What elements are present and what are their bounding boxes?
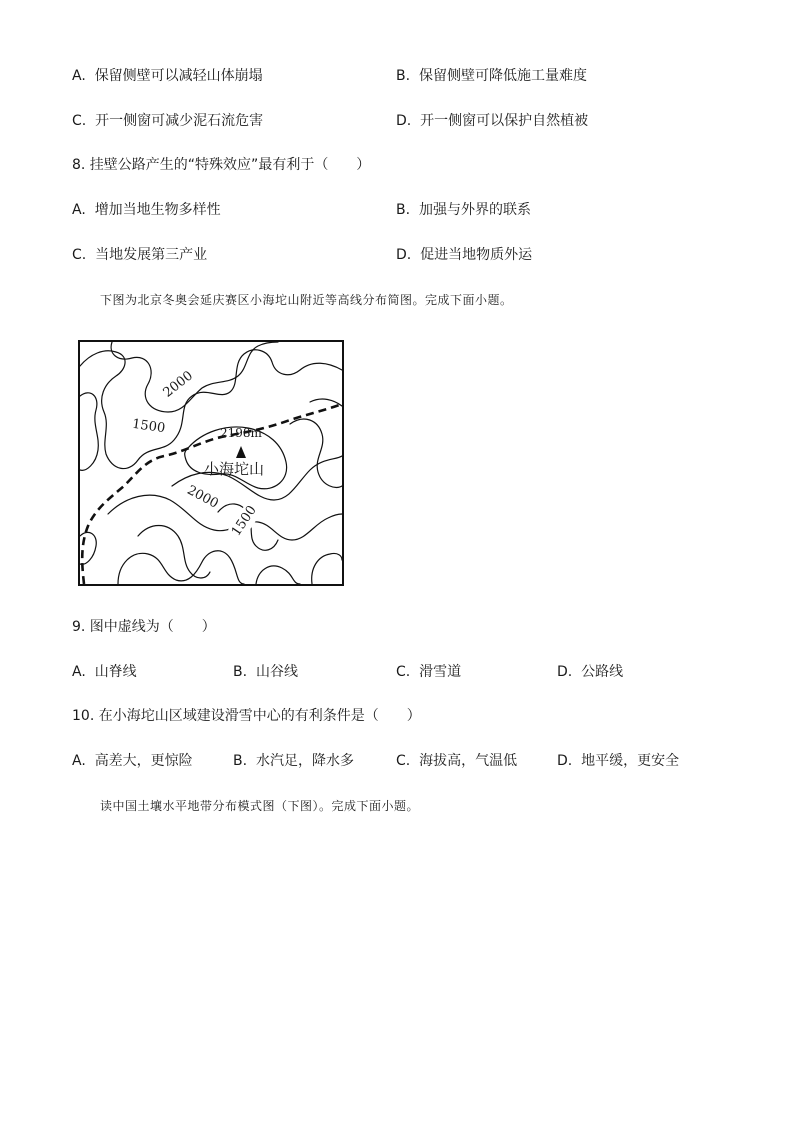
q10-option-b bbox=[233, 752, 354, 770]
option-key: C. bbox=[396, 753, 411, 769]
option-text: 保留侧壁可以减轻山体崩塌 bbox=[94, 68, 263, 84]
option-key: D. bbox=[396, 113, 412, 129]
contour-label-2000-top: 2000 bbox=[160, 368, 196, 401]
option-key: C. bbox=[72, 247, 87, 263]
option-text: 开一侧窗可减少泥石流危害 bbox=[95, 113, 264, 129]
option-key: B. bbox=[233, 664, 248, 680]
option-key: A. bbox=[72, 202, 86, 218]
q7-option-d bbox=[396, 112, 588, 130]
option-text: 山谷线 bbox=[255, 664, 298, 680]
option-text: 加强与外界的联系 bbox=[418, 202, 531, 218]
contour-label-1500-left: 1500 bbox=[131, 416, 167, 437]
contour-map bbox=[78, 340, 344, 586]
q10-option-d bbox=[557, 752, 679, 770]
option-key: A. bbox=[72, 753, 86, 769]
q10-stem: 10. 在小海坨山区域建设滑雪中心的有利条件是（ ） bbox=[72, 708, 421, 724]
peak-elevation-label: 2198m bbox=[220, 426, 262, 440]
option-key: C. bbox=[72, 113, 87, 129]
map-intro: 下图为北京冬奥会延庆赛区小海坨山附近等高线分布简图。完成下面小题。 bbox=[100, 293, 513, 307]
q8-option-d bbox=[396, 246, 532, 264]
option-key: B. bbox=[396, 202, 411, 218]
option-text: 地平缓，更安全 bbox=[581, 753, 680, 769]
option-key: D. bbox=[557, 753, 573, 769]
q7-option-c bbox=[72, 112, 263, 130]
option-text: 海拔高，气温低 bbox=[419, 753, 518, 769]
q7-option-a bbox=[72, 67, 263, 85]
option-key: B. bbox=[233, 753, 248, 769]
q9-stem: 9. 图中虚线为（ ） bbox=[72, 619, 216, 635]
option-text: 保留侧壁可降低施工量难度 bbox=[418, 68, 587, 84]
q8-option-a bbox=[72, 201, 221, 219]
q8-stem: 8. 挂壁公路产生的“特殊效应”最有利于（ ） bbox=[72, 157, 371, 173]
q9-option-c bbox=[396, 663, 461, 681]
q9-option-d bbox=[557, 663, 623, 681]
peak-name-label: 小海坨山 bbox=[204, 460, 265, 478]
option-key: C. bbox=[396, 664, 411, 680]
option-key: B. bbox=[396, 68, 411, 84]
option-key: A. bbox=[72, 664, 86, 680]
option-text: 高差大，更惊险 bbox=[94, 753, 193, 769]
option-text: 开一侧窗可以保护自然植被 bbox=[420, 113, 589, 129]
option-text: 滑雪道 bbox=[419, 664, 462, 680]
option-text: 当地发展第三产业 bbox=[95, 247, 208, 263]
q10-option-c bbox=[396, 752, 517, 770]
soil-intro: 读中国土壤水平地带分布模式图（下图）。完成下面小题。 bbox=[100, 799, 420, 813]
q9-option-a bbox=[72, 663, 137, 681]
q9-option-b bbox=[233, 663, 298, 681]
option-key: D. bbox=[396, 247, 412, 263]
q10-option-a bbox=[72, 752, 193, 770]
q8-option-c bbox=[72, 246, 207, 264]
option-text: 水汽足，降水多 bbox=[255, 753, 354, 769]
q7-option-b bbox=[396, 67, 587, 85]
contour-label-2000-mid: 2000 bbox=[184, 482, 221, 512]
option-text: 促进当地物质外运 bbox=[420, 247, 533, 263]
option-text: 增加当地生物多样性 bbox=[94, 202, 221, 218]
option-text: 山脊线 bbox=[94, 664, 137, 680]
option-key: D. bbox=[557, 664, 573, 680]
option-key: A. bbox=[72, 68, 86, 84]
q8-option-b bbox=[396, 201, 531, 219]
option-text: 公路线 bbox=[581, 664, 624, 680]
contour-label-1500-bottom: 1500 bbox=[228, 503, 260, 539]
